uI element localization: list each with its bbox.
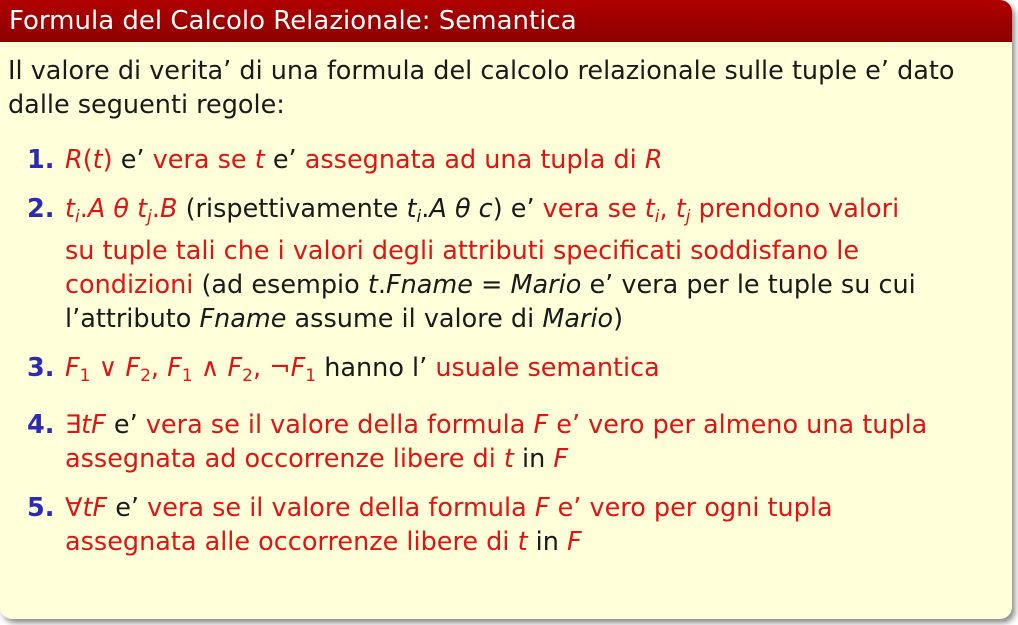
rule-4-formula: ∃tF: [65, 410, 106, 440]
rule-2-alt-formula: $t_i.A$ θ c: [406, 194, 493, 227]
rule-3: 3. F1 ∨ F2, F1 ∧ F2, ¬F1 hanno l’ usuale semantica: [27, 353, 660, 386]
rule-number: 1.: [27, 145, 55, 175]
rule-5-formula: ∀tF: [65, 493, 108, 523]
rules-list: [8, 143, 998, 559]
intro-line-1: Il valore di verita’ di una formula del calcolo relazionale sulle tuple e’ dato: [8, 56, 955, 86]
intro-line-2: dalle seguenti regole:: [8, 90, 285, 120]
rule-2-example: t.Fname = Mario: [367, 270, 582, 300]
rule-1: 1. R(t) e’ vera se t e’ assegnata ad una tupla di R: [27, 145, 663, 175]
rule-2: 2. $t_i.A$ θ $t_j.B$ (rispettivamente $t_i.A$ θ c) e’ vera se $t_i$, $t_j$ prendono valori su tuple tali che i valori degli attributi specificati soddisfano le condizioni (ad esempio t.Fname = Mario e’ vera per le tuple su cui l’attributo Fname assume il valore di Mario): [27, 194, 916, 334]
rule-4: 4. ∃tF e’ vera se il valore della formula F e’ vero per almeno una tupla assegnata ad occorrenze libere di t in F: [27, 410, 928, 474]
rule-1-desc: vera se t: [152, 145, 265, 175]
slide-title: Formula del Calcolo Relazionale: Semantica: [0, 0, 1012, 42]
rule-1-verb: e’: [120, 145, 145, 175]
rule-1-formula: R(t): [65, 145, 113, 175]
rule-number: 2.: [27, 194, 55, 224]
slide-body: [0, 42, 1012, 559]
rule-number: 3.: [27, 353, 55, 383]
rule-number: 5.: [27, 493, 55, 523]
rule-2-formula: $t_i.A$ θ $t_j.B$: [65, 194, 178, 227]
rule-5: 5. ∀tF e’ vera se il valore della formula F e’ vero per ogni tupla assegnata alle occorrenze libere di t in F: [27, 493, 833, 557]
intro-paragraph: [8, 54, 998, 122]
rule-3-formula: F1 ∨ F2, F1 ∧ F2, ¬F1: [65, 353, 317, 386]
rule-number: 4.: [27, 410, 55, 440]
